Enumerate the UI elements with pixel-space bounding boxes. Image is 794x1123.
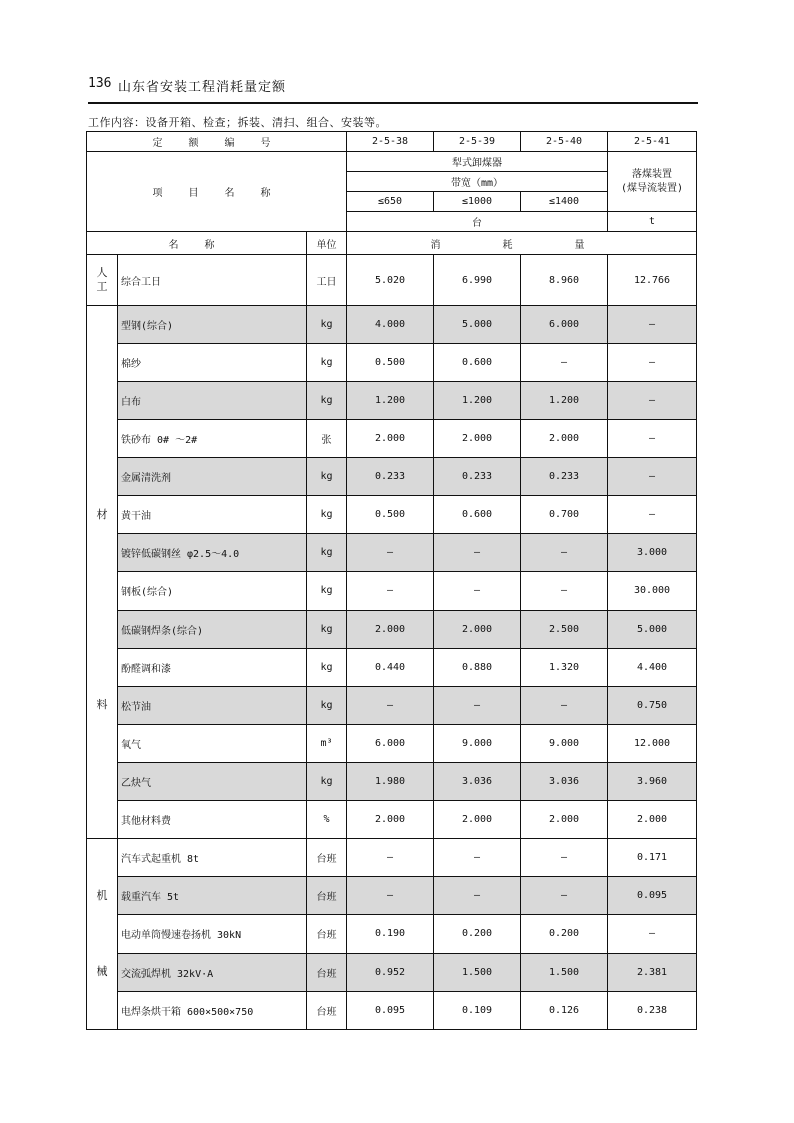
item-value: — xyxy=(608,420,697,458)
item-value: 2.000 xyxy=(347,610,434,648)
item-value: — xyxy=(608,458,697,496)
spec: ≤650 xyxy=(347,192,434,212)
item-value: — xyxy=(521,344,608,382)
item-name: 镀锌低碳钢丝 φ2.5～4.0 xyxy=(118,534,307,572)
item-value: — xyxy=(608,306,697,344)
item-value: 3.036 xyxy=(434,762,521,800)
item-value: 0.233 xyxy=(434,458,521,496)
col-consumption-header: 消 耗 量 xyxy=(347,232,697,255)
section-char: 械 xyxy=(96,965,108,978)
item-unit: kg xyxy=(307,762,347,800)
quota-code: 2-5-40 xyxy=(521,132,608,152)
table-row xyxy=(87,800,697,838)
item-name: 松节油 xyxy=(118,686,307,724)
item-value: 0.700 xyxy=(521,496,608,534)
item-unit: 台班 xyxy=(307,877,347,915)
table-row xyxy=(87,496,697,534)
item-unit: kg xyxy=(307,496,347,534)
item-value: 1.200 xyxy=(347,382,434,420)
table-row xyxy=(87,534,697,572)
item-value: 0.095 xyxy=(347,991,434,1029)
item-value: 2.000 xyxy=(434,800,521,838)
item-value: 0.233 xyxy=(347,458,434,496)
quota-code: 2-5-39 xyxy=(434,132,521,152)
item-value: 2.000 xyxy=(434,420,521,458)
item-value: 0.171 xyxy=(608,839,697,877)
item-value: 1.320 xyxy=(521,648,608,686)
item-value: 0.238 xyxy=(608,991,697,1029)
item-value: 0.500 xyxy=(347,496,434,534)
item-value: — xyxy=(608,344,697,382)
item-value: 1.200 xyxy=(521,382,608,420)
item-name: 钢板(综合) xyxy=(118,572,307,610)
item-value: — xyxy=(521,572,608,610)
item-value: 2.000 xyxy=(434,610,521,648)
section-materials xyxy=(87,306,118,839)
unit-group1: 台 xyxy=(347,212,608,232)
quota-code: 2-5-41 xyxy=(608,132,697,152)
section-char: 材 xyxy=(96,508,108,521)
item-value: 6.000 xyxy=(521,306,608,344)
item-value: — xyxy=(521,877,608,915)
item-name: 铁砂布 0# ～2# xyxy=(118,420,307,458)
page-number: 136 xyxy=(88,76,112,91)
item-value: 0.750 xyxy=(608,686,697,724)
item-name: 金属清洗剂 xyxy=(118,458,307,496)
work-content: 工作内容：设备开箱、检查；拆装、清扫、组合、安装等。 xyxy=(88,116,387,129)
item-value: 0.233 xyxy=(521,458,608,496)
item-name: 汽车式起重机 8t xyxy=(118,839,307,877)
item-value: 3.036 xyxy=(521,762,608,800)
item-value: 6.990 xyxy=(434,255,521,306)
item-name: 其他材料费 xyxy=(118,800,307,838)
table-row xyxy=(87,839,697,877)
item-name: 载重汽车 5t xyxy=(118,877,307,915)
table-row xyxy=(87,572,697,610)
table-row xyxy=(87,953,697,991)
table-row xyxy=(87,877,697,915)
item-value: 2.000 xyxy=(521,800,608,838)
item-value: 4.400 xyxy=(608,648,697,686)
item-name: 型钢(综合) xyxy=(118,306,307,344)
table-row xyxy=(87,648,697,686)
item-unit: 台班 xyxy=(307,991,347,1029)
item-value: 1.500 xyxy=(521,953,608,991)
item-value: 0.600 xyxy=(434,496,521,534)
table-row xyxy=(87,458,697,496)
item-value: 0.952 xyxy=(347,953,434,991)
item-name: 白布 xyxy=(118,382,307,420)
item-value: 3.960 xyxy=(608,762,697,800)
item-name: 电动单筒慢速卷扬机 30kN xyxy=(118,915,307,953)
col-unit-header: 单位 xyxy=(307,232,347,255)
item-name: 低碳钢焊条(综合) xyxy=(118,610,307,648)
item-value: 2.381 xyxy=(608,953,697,991)
item-name: 黄干油 xyxy=(118,496,307,534)
table-row xyxy=(87,344,697,382)
item-value: — xyxy=(608,915,697,953)
item-value: 1.980 xyxy=(347,762,434,800)
item-value: 0.126 xyxy=(521,991,608,1029)
item-value: 5.020 xyxy=(347,255,434,306)
item-value: 2.000 xyxy=(347,420,434,458)
item-value: 0.440 xyxy=(347,648,434,686)
quota-number-label: 定 额 编 号 xyxy=(87,132,347,152)
item-unit: 台班 xyxy=(307,839,347,877)
spec: ≤1000 xyxy=(434,192,521,212)
group2-title-line2: (煤导流装置) xyxy=(620,182,684,194)
quota-code: 2-5-38 xyxy=(347,132,434,152)
item-value: 9.000 xyxy=(434,724,521,762)
item-unit: kg xyxy=(307,458,347,496)
section-labor: 人 工 xyxy=(87,255,118,306)
item-value: — xyxy=(434,877,521,915)
group1-subtitle: 带宽（mm） xyxy=(347,172,608,192)
item-value: 5.000 xyxy=(434,306,521,344)
item-value: 2.500 xyxy=(521,610,608,648)
spec: ≤1400 xyxy=(521,192,608,212)
item-value: — xyxy=(434,686,521,724)
item-value: 0.200 xyxy=(521,915,608,953)
item-value: — xyxy=(521,534,608,572)
item-name: 交流弧焊机 32kV·A xyxy=(118,953,307,991)
item-value: — xyxy=(608,382,697,420)
item-unit: 张 xyxy=(307,420,347,458)
section-char: 机 xyxy=(96,889,108,902)
item-unit: 台班 xyxy=(307,953,347,991)
item-value: — xyxy=(347,534,434,572)
item-value: 0.190 xyxy=(347,915,434,953)
item-value: 12.766 xyxy=(608,255,697,306)
item-unit: 台班 xyxy=(307,915,347,953)
item-name: 氧气 xyxy=(118,724,307,762)
item-unit: kg xyxy=(307,306,347,344)
item-value: 2.000 xyxy=(347,800,434,838)
item-value: 2.000 xyxy=(608,800,697,838)
item-value: 12.000 xyxy=(608,724,697,762)
item-value: 1.500 xyxy=(434,953,521,991)
item-value: — xyxy=(434,839,521,877)
table-row xyxy=(87,991,697,1029)
table-row xyxy=(87,915,697,953)
item-value: — xyxy=(434,572,521,610)
item-unit: kg xyxy=(307,382,347,420)
item-value: — xyxy=(347,686,434,724)
table-row xyxy=(87,686,697,724)
group2-title-line1: 落煤装置 xyxy=(632,169,673,180)
item-unit: m³ xyxy=(307,724,347,762)
item-value: 0.109 xyxy=(434,991,521,1029)
item-unit: kg xyxy=(307,648,347,686)
page-header xyxy=(88,72,698,104)
group1-title: 犁式卸煤器 xyxy=(347,152,608,172)
item-unit: kg xyxy=(307,534,347,572)
item-unit: kg xyxy=(307,572,347,610)
item-value: — xyxy=(608,496,697,534)
item-unit: kg xyxy=(307,610,347,648)
unit-group2: t xyxy=(608,212,697,232)
item-name-label: 项 目 名 称 xyxy=(87,152,347,232)
item-value: 8.960 xyxy=(521,255,608,306)
table-row xyxy=(87,420,697,458)
item-value: 0.500 xyxy=(347,344,434,382)
item-name: 电焊条烘干箱 600×500×750 xyxy=(118,991,307,1029)
group2-title xyxy=(608,152,697,212)
item-value: — xyxy=(521,839,608,877)
col-name-header: 名 称 xyxy=(87,232,307,255)
item-value: 30.000 xyxy=(608,572,697,610)
item-value: — xyxy=(521,686,608,724)
item-value: — xyxy=(347,572,434,610)
item-unit: 工日 xyxy=(307,255,347,306)
table-row xyxy=(87,610,697,648)
item-name: 乙炔气 xyxy=(118,762,307,800)
table-row xyxy=(87,724,697,762)
item-value: — xyxy=(347,839,434,877)
item-value: 6.000 xyxy=(347,724,434,762)
section-machines xyxy=(87,839,118,1030)
item-value: — xyxy=(347,877,434,915)
item-unit: kg xyxy=(307,686,347,724)
section-char: 料 xyxy=(96,698,108,711)
item-name: 综合工日 xyxy=(118,255,307,306)
item-value: 0.095 xyxy=(608,877,697,915)
table-row xyxy=(87,382,697,420)
book-title: 山东省安装工程消耗量定额 xyxy=(118,80,287,95)
item-name: 棉纱 xyxy=(118,344,307,382)
item-value: 4.000 xyxy=(347,306,434,344)
item-value: 9.000 xyxy=(521,724,608,762)
item-value: 0.600 xyxy=(434,344,521,382)
table-row xyxy=(87,306,697,344)
item-name: 酚醛调和漆 xyxy=(118,648,307,686)
table-row xyxy=(87,762,697,800)
item-value: — xyxy=(434,534,521,572)
item-unit: % xyxy=(307,800,347,838)
item-value: 1.200 xyxy=(434,382,521,420)
item-value: 0.880 xyxy=(434,648,521,686)
quota-table xyxy=(86,131,697,1030)
item-value: 3.000 xyxy=(608,534,697,572)
item-value: 5.000 xyxy=(608,610,697,648)
item-unit: kg xyxy=(307,344,347,382)
item-value: 2.000 xyxy=(521,420,608,458)
item-value: 0.200 xyxy=(434,915,521,953)
